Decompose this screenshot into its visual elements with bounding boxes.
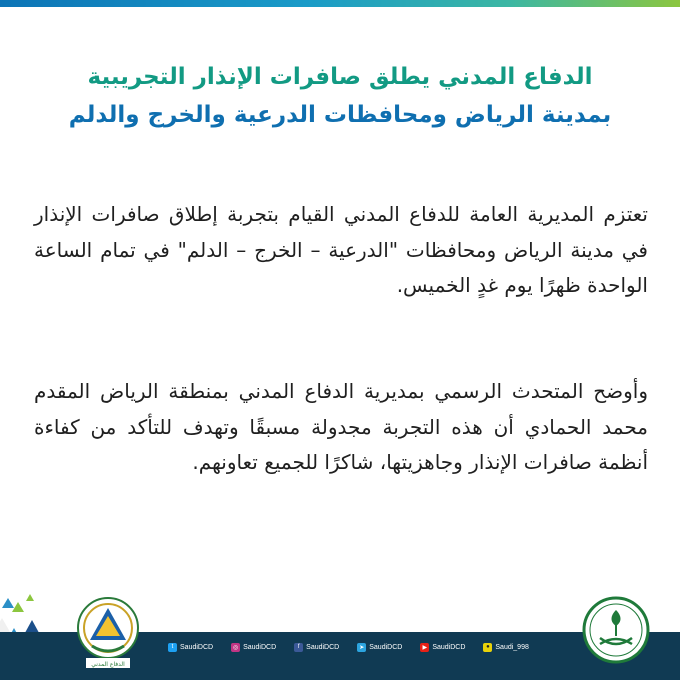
snapchat-icon: ● xyxy=(483,643,492,652)
headline-line-1: الدفاع المدني يطلق صافرات الإنذار التجريبية xyxy=(87,64,593,90)
paragraph-1: تعتزم المديرية العامة للدفاع المدني القيام بتجربة إطلاق صافرات الإنذار في مدينة الرياض ومحافظات "الدرعية – الخرج – الدلم" في تمام الساعة الواحدة ظهرًا يوم غدٍ الخميس. xyxy=(34,202,648,297)
social-telegram[interactable] xyxy=(357,643,402,652)
youtube-icon: ▶ xyxy=(420,643,429,652)
headline-line-2: بمدينة الرياض ومحافظات الدرعية والخرج والدلم xyxy=(68,102,612,128)
social-links xyxy=(168,640,548,654)
social-label: SaudiDCD xyxy=(243,643,277,651)
social-label: SaudiDCD xyxy=(306,643,340,651)
social-instagram[interactable] xyxy=(231,643,276,652)
telegram-icon: ➤ xyxy=(359,644,365,651)
ministry-emblem xyxy=(582,596,650,666)
facebook-icon: f xyxy=(294,643,303,652)
headline xyxy=(40,58,640,134)
social-label: SaudiDCD xyxy=(369,643,403,651)
svg-text:الدفاع المدني: الدفاع المدني xyxy=(91,661,125,668)
social-youtube[interactable] xyxy=(420,643,465,652)
instagram-icon: ◎ xyxy=(232,644,239,651)
social-facebook[interactable] xyxy=(294,643,339,652)
social-twitter[interactable] xyxy=(168,643,213,652)
social-snapchat[interactable] xyxy=(483,643,528,652)
top-gradient-bar xyxy=(0,0,680,7)
twitter-icon: t xyxy=(168,643,177,652)
civil-defense-logo xyxy=(76,596,140,670)
social-label: Saudi_998 xyxy=(495,643,529,651)
paragraph-2: وأوضح المتحدث الرسمي بمديرية الدفاع المدني بمنطقة الرياض المقدم محمد الحمادي أن هذه التجربة مجدولة مسبقًا وتهدف للتأكد من كفاءة أنظمة صافرات الإنذار وجاهزيتها، شاكرًا للجميع تعاونهم. xyxy=(34,379,648,474)
social-label: SaudiDCD xyxy=(432,643,466,651)
social-label: SaudiDCD xyxy=(180,643,214,651)
